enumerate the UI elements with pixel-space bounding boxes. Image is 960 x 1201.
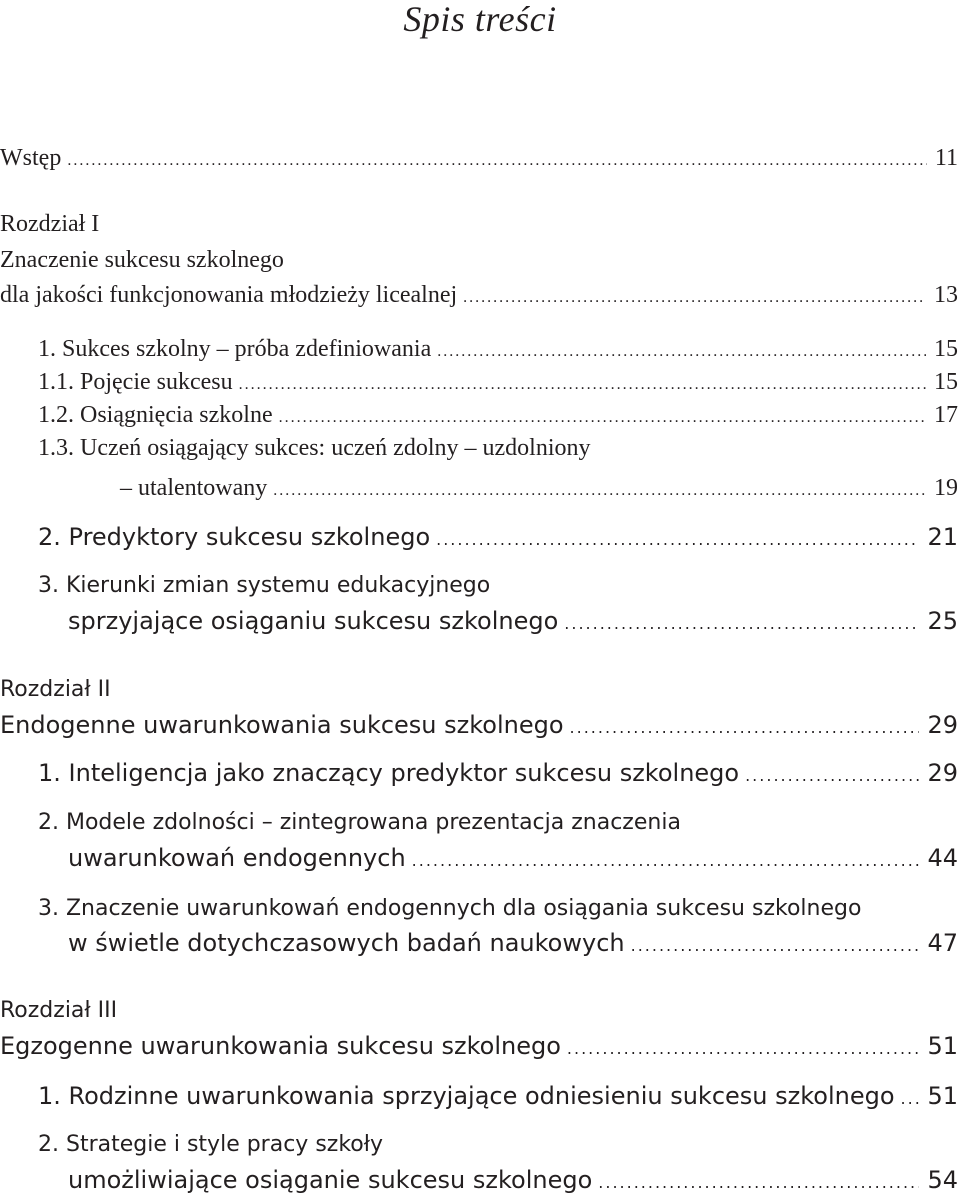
toc-page-number: 13 [934,282,958,308]
toc-entry-2-1[interactable] [38,755,958,791]
toc-page-number: 15 [934,369,958,395]
dot-leader [631,928,920,964]
toc-entry-1-1-2[interactable] [38,397,958,433]
toc-page-number: 51 [927,1082,958,1110]
toc-entry-label: 1. Rodzinne uwarunkowania sprzyjające odniesieniu sukcesu szkolnego [38,1082,895,1110]
toc-entry-2-2[interactable] [68,840,958,876]
toc-entry-label: Egzogenne uwarunkowania sukcesu szkolnego [0,1032,561,1060]
toc-entry-label: 3. Znaczenie uwarunkowań endogennych dla osiągania sukcesu szkolnego [38,896,862,921]
toc-entry-wstep[interactable] [0,140,958,176]
toc-entry-1-1-1[interactable] [38,364,958,400]
toc-entry-label: sprzyjające osiąganiu sukcesu szkolnego [68,607,559,635]
toc-page-number: 15 [934,336,958,362]
toc-entry-label: 2. Strategie i style pracy szkoły [38,1132,384,1157]
toc-page-number: 51 [927,1032,958,1060]
toc-entry-label: uwarunkowań endogennych [68,844,406,872]
toc-entry-label: w świetle dotychczasowych badań naukowych [68,929,625,957]
toc-page-number: 29 [927,711,958,739]
toc-entry-1-1[interactable] [38,331,958,367]
toc-entry-label: – utalentowany [120,475,268,501]
chapter-heading: Rozdział I [0,211,100,237]
toc-page-number: 29 [927,759,958,787]
dot-leader [436,522,919,558]
toc-page-number: 19 [934,475,958,501]
toc-page-number: 21 [927,523,958,551]
toc-page-number: 47 [927,929,958,957]
toc-entry-1-1-3[interactable] [120,470,958,506]
dot-leader [567,1031,920,1067]
toc-entry-label: dla jakości funkcjonowania młodzieży licealnej [0,282,458,308]
toc-entry-label: 1. Sukces szkolny – próba zdefiniowania [38,336,432,362]
toc-entry-label: Wstęp [0,145,62,171]
toc-entry-chapter-2[interactable] [0,707,958,743]
toc-page-number: 25 [927,607,958,635]
chapter-heading: Rozdział III [0,998,118,1023]
dot-leader [564,606,919,642]
dot-leader [463,280,926,316]
toc-entry-chapter-1[interactable] [0,277,958,313]
toc-page-number: 44 [927,844,958,872]
toc-entry-label: 1.1. Pojęcie sukcesu [38,369,233,395]
toc-entry-1-3[interactable] [68,603,958,639]
toc-entry-2-3[interactable] [68,925,958,961]
toc-entry-label: 2. Predyktory sukcesu szkolnego [38,523,431,551]
toc-entry-label: 1.2. Osiągnięcia szkolne [38,402,273,428]
toc-entry-label: umożliwiające osiąganie sukcesu szkolnego [68,1166,593,1194]
toc-entry-3-1[interactable] [38,1078,958,1114]
toc-entry-chapter-3[interactable] [0,1028,958,1064]
dot-leader [273,473,926,509]
chapter-heading: Rozdział II [0,677,111,702]
toc-entry-label: 3. Kierunki zmian systemu edukacyjnego [38,573,491,598]
dot-leader [901,1081,920,1117]
dot-leader [412,843,920,879]
toc-page-number: 17 [934,402,958,428]
dot-leader [745,758,919,794]
dot-leader [570,710,920,746]
toc-entry-label: Endogenne uwarunkowania sukcesu szkolnego [0,711,564,739]
dot-leader [67,143,927,179]
toc-page-number: 11 [934,145,958,171]
toc-entry-1-2[interactable] [38,519,958,555]
page-title: Spis treści [403,0,557,39]
toc-page-number: 54 [927,1166,958,1194]
dot-leader [598,1165,919,1201]
toc-entry-3-2[interactable] [68,1162,958,1198]
toc-entry-label: 2. Modele zdolności – zintegrowana prezentacja znaczenia [38,810,681,835]
toc-entry-label: 1. Inteligencja jako znaczący predyktor sukcesu szkolnego [38,759,740,787]
chapter-title-line: Znaczenie sukcesu szkolnego [0,247,284,273]
toc-entry-label: 1.3. Uczeń osiągający sukces: uczeń zdolny – uzdolniony [38,435,591,461]
